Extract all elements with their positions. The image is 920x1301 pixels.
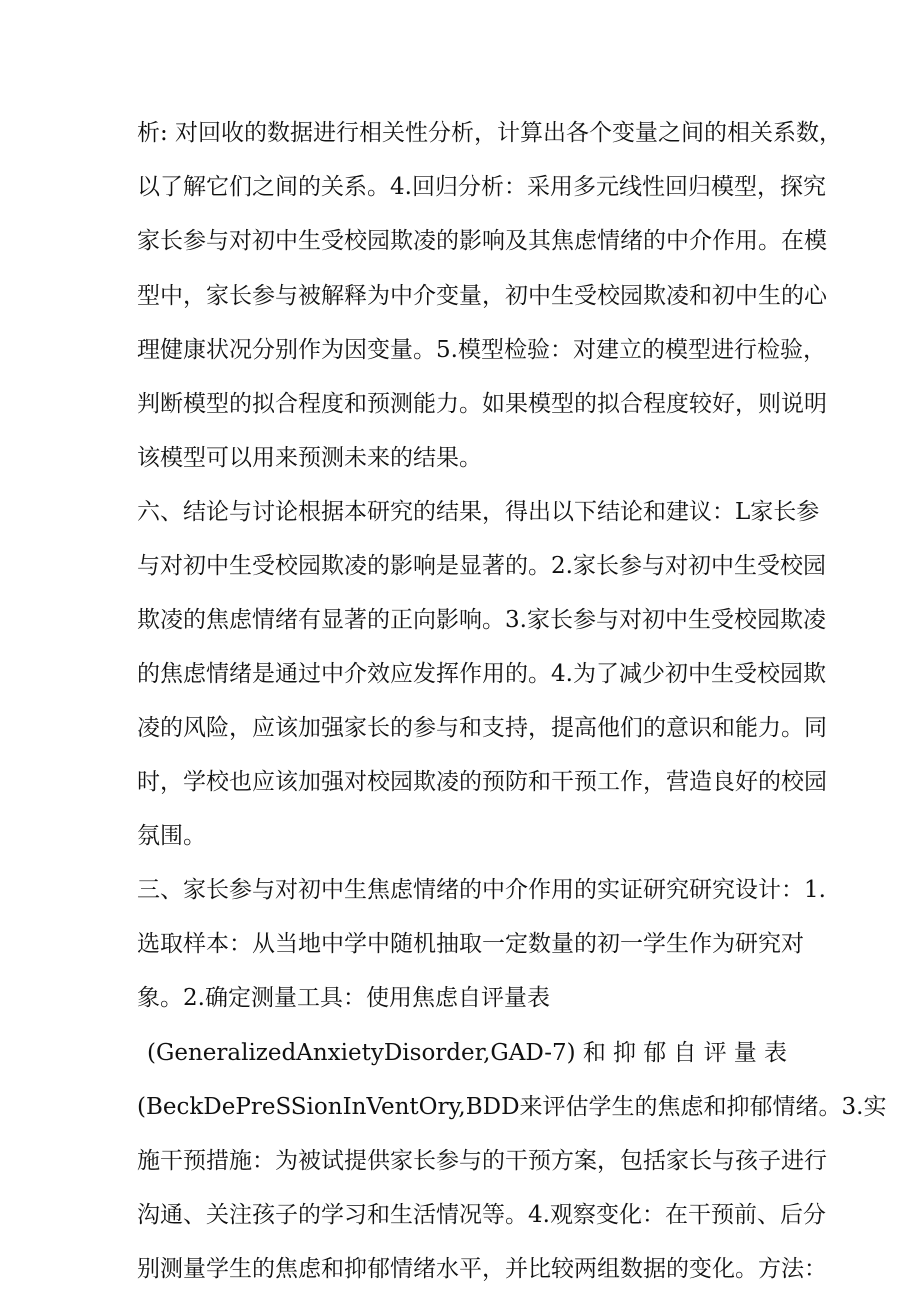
- text-line: (BeckDePreSSionInVentOry,BDD来评估学生的焦虑和抑郁情绪。3.实: [137, 1094, 887, 1120]
- text-line: 氛围。: [137, 823, 206, 849]
- text-line: 施干预措施：为被试提供家长参与的干预方案，包括家长与孩子进行: [137, 1148, 827, 1174]
- text-line: 凌的风险，应该加强家长的参与和支持，提高他们的意识和能力。同: [137, 715, 827, 741]
- text-line: 型中，家长参与被解释为中介变量，初中生受校园欺凌和初中生的心: [137, 283, 827, 309]
- text-segment: 和: [582, 1040, 606, 1066]
- text-line: 以了解它们之间的关系。4.回归分析：采用多元线性回归模型，探究: [137, 174, 826, 200]
- text-line: 的焦虑情绪是通过中介效应发挥作用的。4.为了减少初中生受校园欺: [137, 661, 826, 687]
- text-line: 判断模型的拟合程度和预测能力。如果模型的拟合程度较好，则说明: [137, 391, 827, 417]
- text-line: 时，学校也应该加强对校园欺凌的预防和干预工作，营造良好的校园: [137, 769, 827, 795]
- spread-text-line: [147, 1038, 787, 1068]
- text-line: 与对初中生受校园欺凌的影响是显著的。2.家长参与对初中生受校园: [137, 553, 826, 579]
- text-line: 家长参与对初中生受校园欺凌的影响及其焦虑情绪的中介作用。在模: [137, 228, 827, 254]
- text-line: 别测量学生的焦虑和抑郁情绪水平，并比较两组数据的变化。方法：: [137, 1256, 827, 1282]
- text-line: 该模型可以用来预测未来的结果。: [137, 445, 482, 471]
- text-line: 沟通、关注孩子的学习和生活情况等。4.观察变化：在干预前、后分: [137, 1202, 826, 1228]
- text-line: 理健康状况分别作为因变量。5.模型检验：对建立的模型进行检验，: [137, 337, 826, 363]
- text-line: 选取样本：从当地中学中随机抽取一定数量的初一学生作为研究对: [137, 931, 804, 957]
- text-line: 欺凌的焦虑情绪有显著的正向影响。3.家长参与对初中生受校园欺凌: [137, 607, 826, 633]
- text-segment: 表: [763, 1040, 787, 1066]
- text-segment: 评: [703, 1040, 727, 1066]
- text-segment: 量: [733, 1040, 757, 1066]
- text-segment: 抑: [613, 1040, 637, 1066]
- text-line: 析: 对回收的数据进行相关性分析，计算出各个变量之间的相关系数，: [137, 120, 843, 146]
- text-segment: 郁: [643, 1040, 667, 1066]
- text-segment: 自: [673, 1040, 697, 1066]
- text-line: 六、结论与讨论根据本研究的结果，得出以下结论和建议：L家长参: [137, 499, 820, 525]
- text-segment: (GeneralizedAnxietyDisorder,GAD-7): [147, 1040, 576, 1066]
- text-line: 三、家长参与对初中生焦虑情绪的中介作用的实证研究研究设计：1.: [137, 877, 826, 903]
- text-line: 象。2.确定测量工具：使用焦虑自评量表: [137, 985, 550, 1011]
